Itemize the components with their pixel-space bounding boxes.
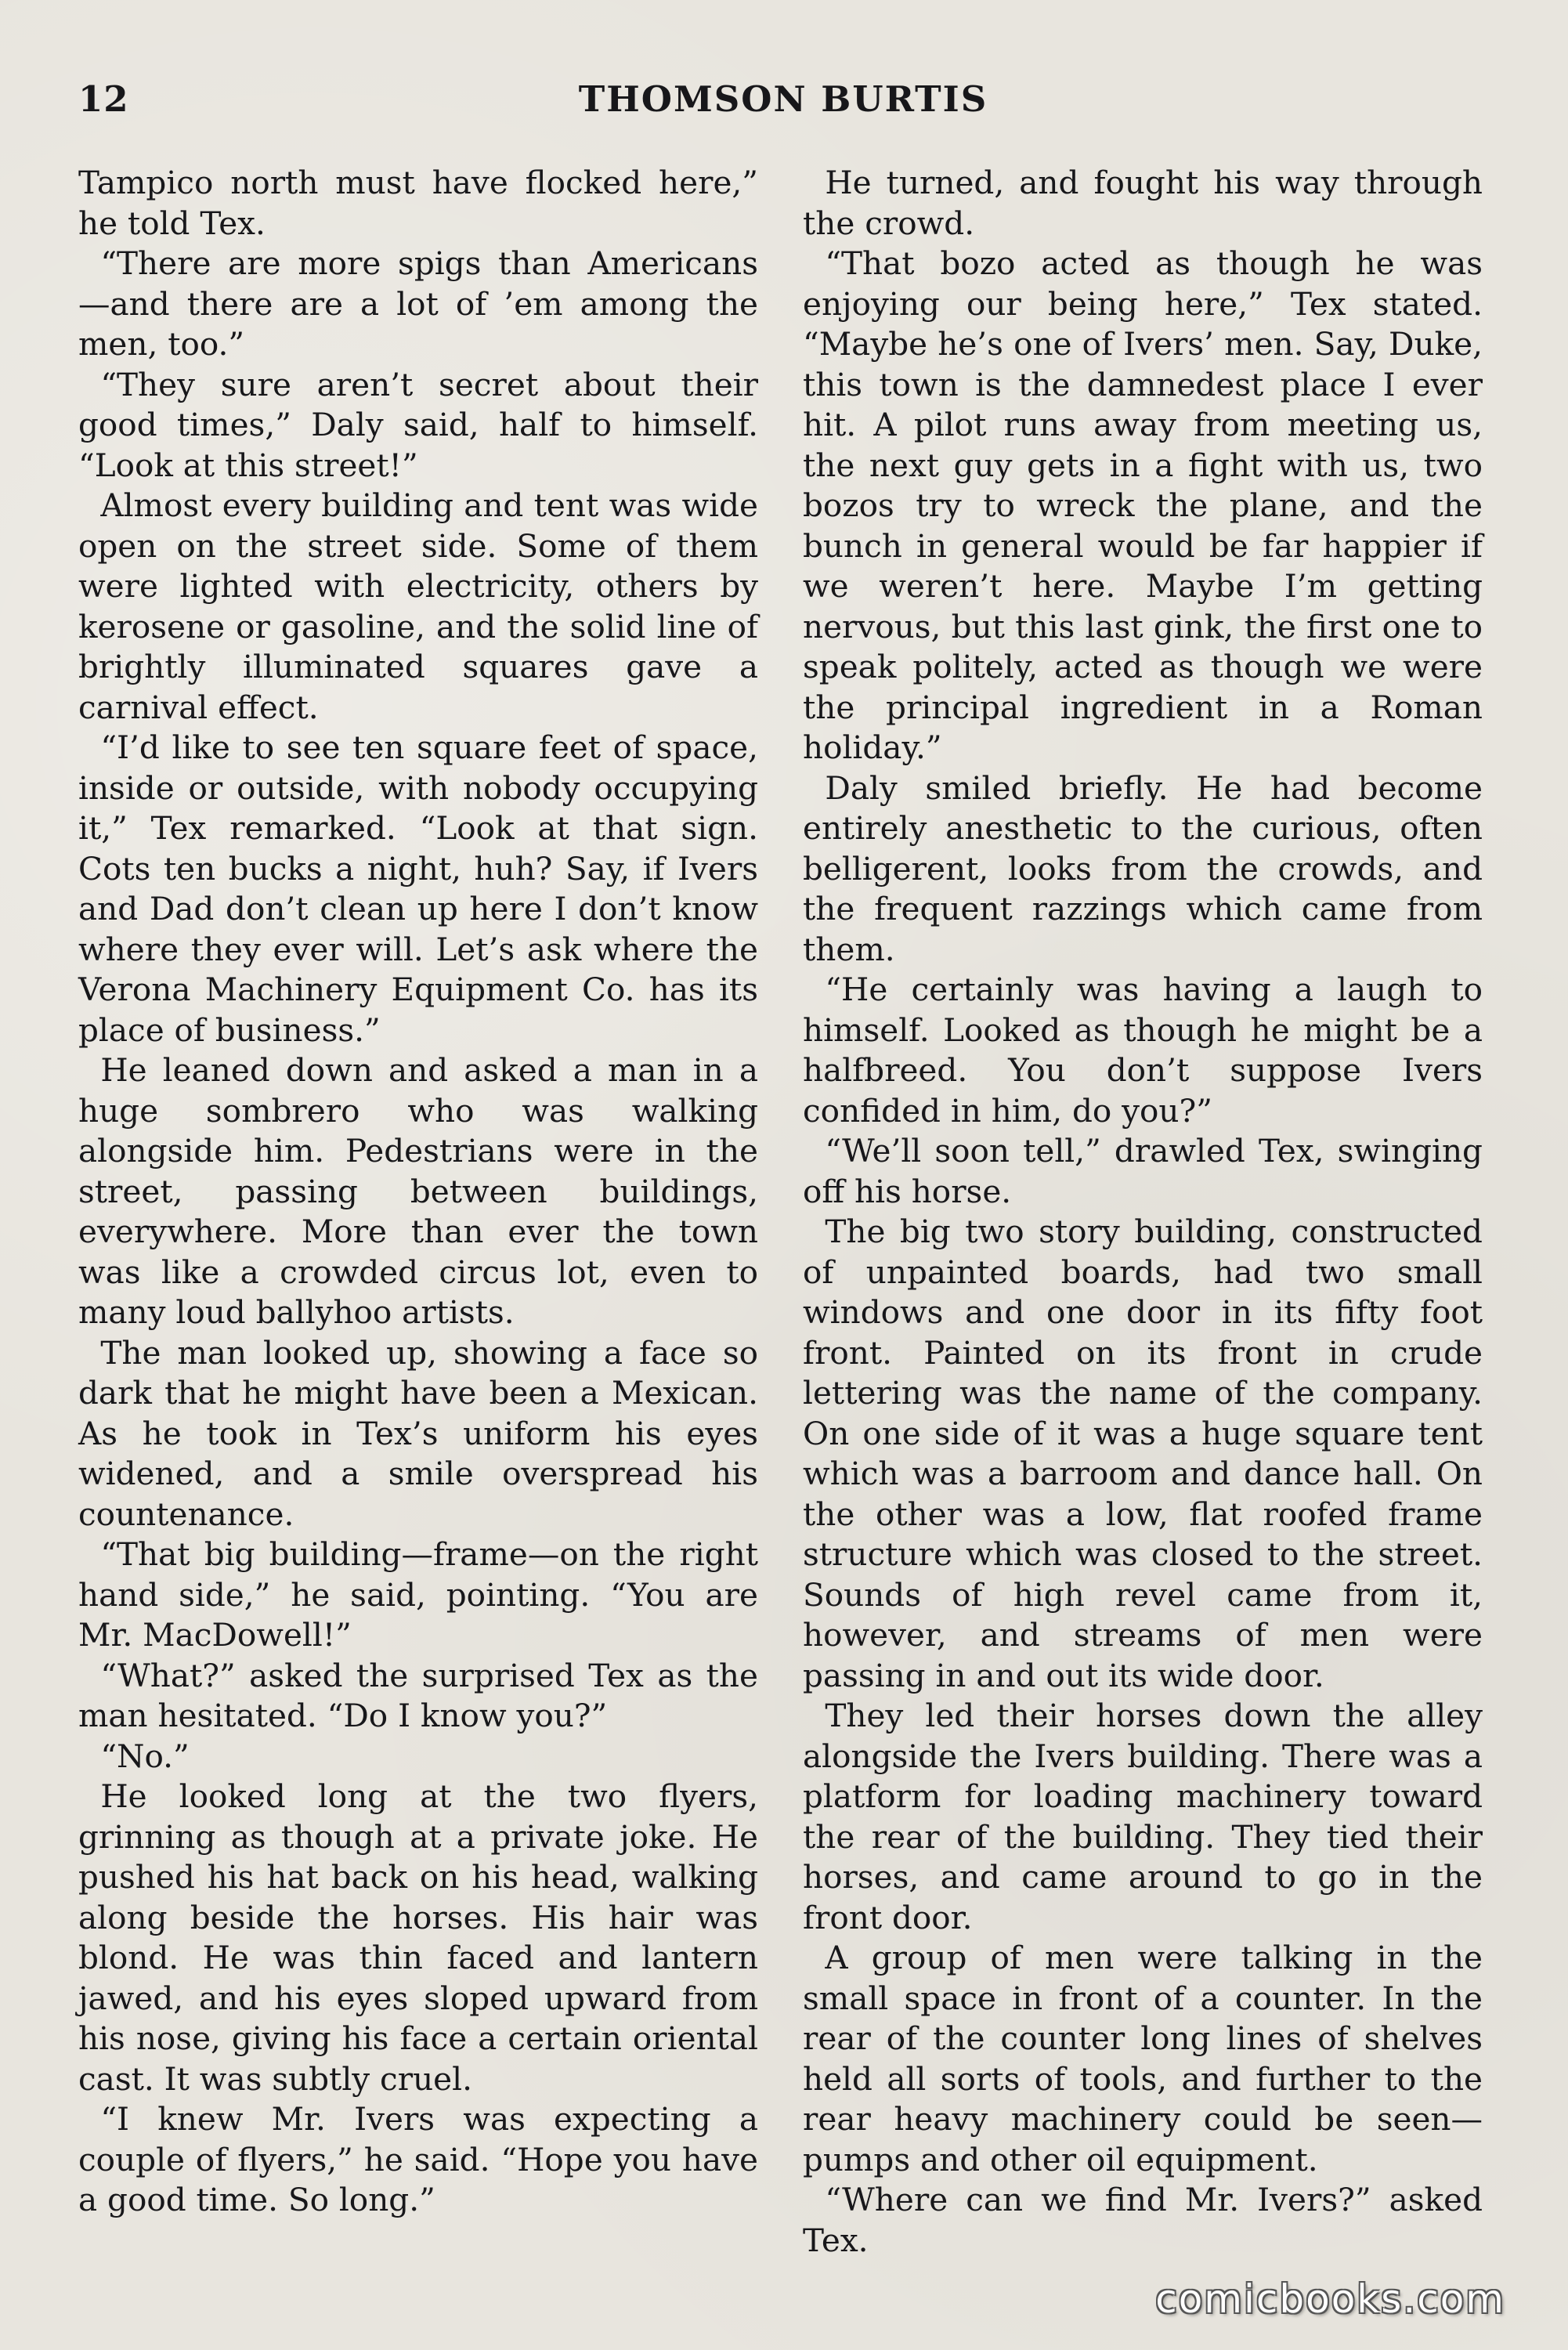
right-column	[803, 163, 1483, 2261]
paragraph: “He certainly was having a laugh to himself. Looked as though he might be a halfbreed. You don’t suppose Ivers confided in him, do you?”	[803, 971, 1483, 1130]
paragraph: He turned, and fought his way through the crowd.	[803, 164, 1483, 242]
paragraph: Almost every building and tent was wide open on the street side. Some of them were lighted with electricity, others by kerosene or gasoline, and the solid line of brightly illuminated squares gave a carnival effect.	[78, 486, 758, 726]
paragraph: “I’d like to see ten square feet of space, inside or outside, with nobody occupying it,” Tex remarked. “Look at that sign. Cots ten bucks a night, huh? Say, if Ivers and Dad don’t clean up here I don’t know where they ever will. Let’s ask where the Verona Machinery Equipment Co. has its place of business.”	[78, 728, 758, 1049]
page-number: 12	[78, 78, 129, 120]
paragraph: He leaned down and asked a man in a huge sombrero who was walking alongside him. Pedestrians were in the street, passing between buildings, everywhere. More than ever the town was like a crowded circus lot, even to many loud ballyhoo artists.	[78, 1051, 758, 1331]
paragraph: Tampico north must have flocked here,” he told Tex.	[78, 164, 758, 242]
paragraph: “Where can we find Mr. Ivers?” asked Tex.	[803, 2181, 1483, 2259]
running-head: THOMSON BURTIS	[578, 78, 988, 120]
paragraph: Daly smiled briefly. He had become entirely anesthetic to the curious, often belligerent, looks from the crowds, and the frequent razzings which came from them.	[803, 768, 1483, 968]
paragraph: “I knew Mr. Ivers was expecting a couple of flyers,” he said. “Hope you have a good time. So long.”	[78, 2100, 758, 2218]
paragraph: “That big building—frame—on the right hand side,” he said, pointing. “You are Mr. MacDowell!”	[78, 1535, 758, 1654]
paragraph: “There are more spigs than Americans —and there are a lot of ’em among the men, too.”	[78, 244, 758, 363]
paragraph: A group of men were talking in the small space in front of a counter. In the rear of the counter long lines of shelves held all sorts of tools, and further to the rear heavy machinery could be seen—pumps and other oil equipment.	[803, 1939, 1483, 2178]
paragraph: The man looked up, showing a face so dark that he might have been a Mexican. As he took in Tex’s uniform his eyes widened, and a smile overspread his countenance.	[78, 1333, 758, 1533]
paragraph: “They sure aren’t secret about their good times,” Daly said, half to himself. “Look at this street!”	[78, 365, 758, 484]
left-column	[78, 163, 758, 2221]
paragraph: “No.”	[100, 1737, 190, 1775]
paragraph: “What?” asked the surprised Tex as the man hesitated. “Do I know you?”	[78, 1656, 758, 1734]
paragraph: He looked long at the two flyers, grinning as though at a private joke. He pushed his hat back on his head, walking along beside the horses. His hair was blond. He was thin faced and lantern jawed, and his eyes sloped upward from his nose, giving his face a certain oriental cast. It was subtly cruel.	[78, 1777, 758, 2098]
paragraph: They led their horses down the alley alongside the Ivers building. There was a platform for loading machinery toward the rear of the building. They tied their horses, and came around to go in the front door.	[803, 1697, 1483, 1936]
page-header	[78, 78, 1488, 133]
paragraph: “We’ll soon tell,” drawled Tex, swinging off his horse.	[803, 1132, 1483, 1210]
paragraph: “That bozo acted as though he was enjoying our being here,” Tex stated. “Maybe he’s one of Ivers’ men. Say, Duke, this town is the damnedest place I ever hit. A pilot runs away from meeting us, the next guy gets in a fight with us, two bozos try to wreck the plane, and the bunch in general would be far happier if we weren’t here. Maybe I’m getting nervous, but this last gink, the first one to speak politely, acted as though we were the principal ingredient in a Roman holiday.”	[803, 244, 1483, 766]
watermark: comicbooks.com	[1155, 2276, 1505, 2322]
paragraph: The big two story building, constructed of unpainted boards, had two small windows and one door in its fifty foot front. Painted on its front in crude lettering was the name of the company. On one side of it was a huge square tent which was a barroom and dance hall. On the other was a low, flat roofed frame structure which was closed to the street. Sounds of high revel came from it, however, and streams of men were passing in and out its wide door.	[803, 1213, 1483, 1694]
